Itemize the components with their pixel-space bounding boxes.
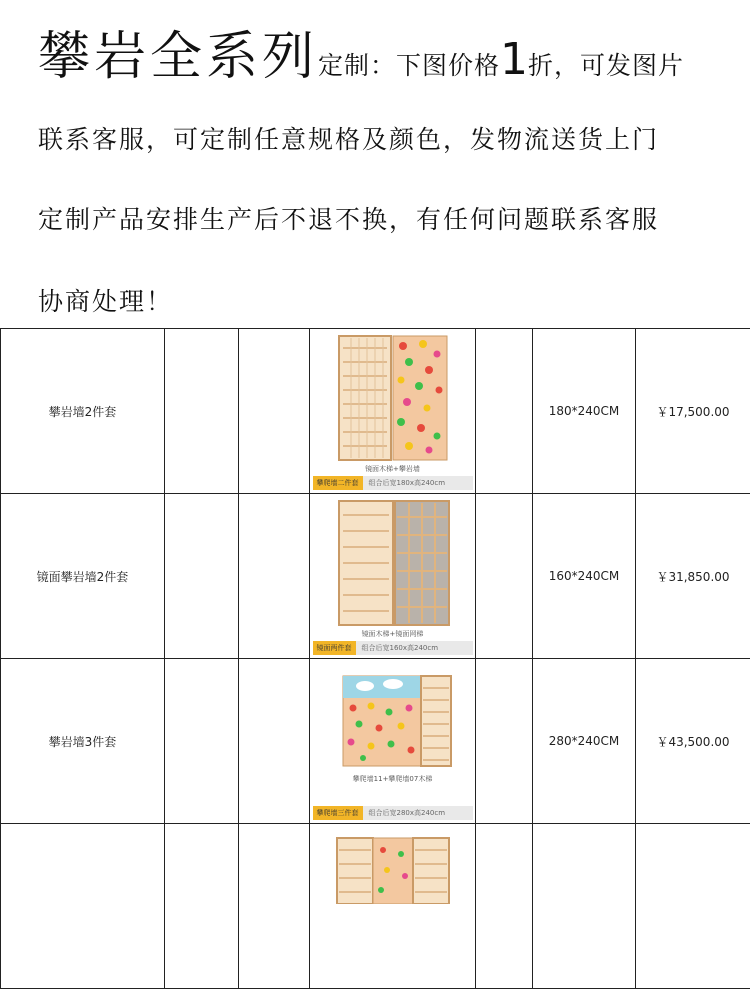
empty-cell — [165, 494, 239, 659]
table-row — [1, 824, 750, 989]
product-image — [313, 662, 473, 820]
climbing-wall-4-illustration — [313, 824, 473, 904]
empty-cell — [165, 824, 239, 989]
note-line-3: 定制产品安排生产后不退不换，有任何问题联系客服 — [38, 200, 659, 236]
image-caption: 攀爬墙11+攀爬墙07木梯 — [313, 774, 473, 784]
table-row — [1, 659, 750, 824]
product-price: ￥31,850.00 — [636, 494, 750, 659]
product-table — [0, 328, 750, 989]
discount-number: 1 — [500, 34, 528, 85]
empty-cell — [476, 329, 533, 494]
image-tag-note: 组合后宽160x高240cm — [356, 641, 473, 655]
product-name — [1, 824, 165, 989]
empty-cell — [476, 824, 533, 989]
product-name: 攀岩墙2件套 — [1, 329, 165, 494]
product-size — [533, 824, 636, 989]
empty-cell — [239, 824, 310, 989]
lead-text: 定制：下图价格 — [318, 51, 500, 80]
empty-cell — [165, 329, 239, 494]
product-image-cell — [310, 659, 476, 824]
climbing-wall-3-illustration — [313, 662, 473, 820]
image-tag: 镜面两件套 — [313, 641, 356, 655]
product-name: 镜面攀岩墙2件套 — [1, 494, 165, 659]
product-name: 攀岩墙3件套 — [1, 659, 165, 824]
title-line — [38, 14, 684, 89]
image-tag-note: 组合后宽180x高240cm — [363, 476, 473, 490]
empty-cell — [476, 494, 533, 659]
image-caption: 镜面木梯+镜面网梯 — [313, 629, 473, 639]
page-title: 攀岩全系列 — [38, 27, 318, 87]
image-caption: 镜面木梯+攀岩墙 — [313, 464, 473, 474]
image-tag-row — [313, 641, 473, 655]
product-image-cell — [310, 494, 476, 659]
note-line-4: 协商处理！ — [38, 282, 173, 318]
product-price: ￥17,500.00 — [636, 329, 750, 494]
empty-cell — [239, 494, 310, 659]
product-image-cell — [310, 329, 476, 494]
product-image-cell — [310, 824, 476, 989]
empty-cell — [476, 659, 533, 824]
product-size: 160*240CM — [533, 494, 636, 659]
product-price — [636, 824, 750, 989]
product-image — [313, 824, 473, 904]
product-image — [313, 332, 473, 490]
image-tag-row — [313, 476, 473, 490]
image-tag: 攀爬墙二件套 — [313, 476, 363, 490]
empty-cell — [239, 329, 310, 494]
product-size: 280*240CM — [533, 659, 636, 824]
empty-cell — [239, 659, 310, 824]
note-line-2: 联系客服，可定制任意规格及颜色，发物流送货上门 — [38, 120, 659, 156]
image-tag-note: 组合后宽280x高240cm — [363, 806, 473, 820]
header — [0, 0, 750, 328]
table-row — [1, 494, 750, 659]
image-tag: 攀爬墙三件套 — [313, 806, 363, 820]
lead-tail: 折，可发图片 — [528, 51, 684, 80]
empty-cell — [165, 659, 239, 824]
product-price: ￥43,500.00 — [636, 659, 750, 824]
product-size: 180*240CM — [533, 329, 636, 494]
table-row — [1, 329, 750, 494]
image-tag-row — [313, 806, 473, 820]
product-image — [313, 497, 473, 655]
